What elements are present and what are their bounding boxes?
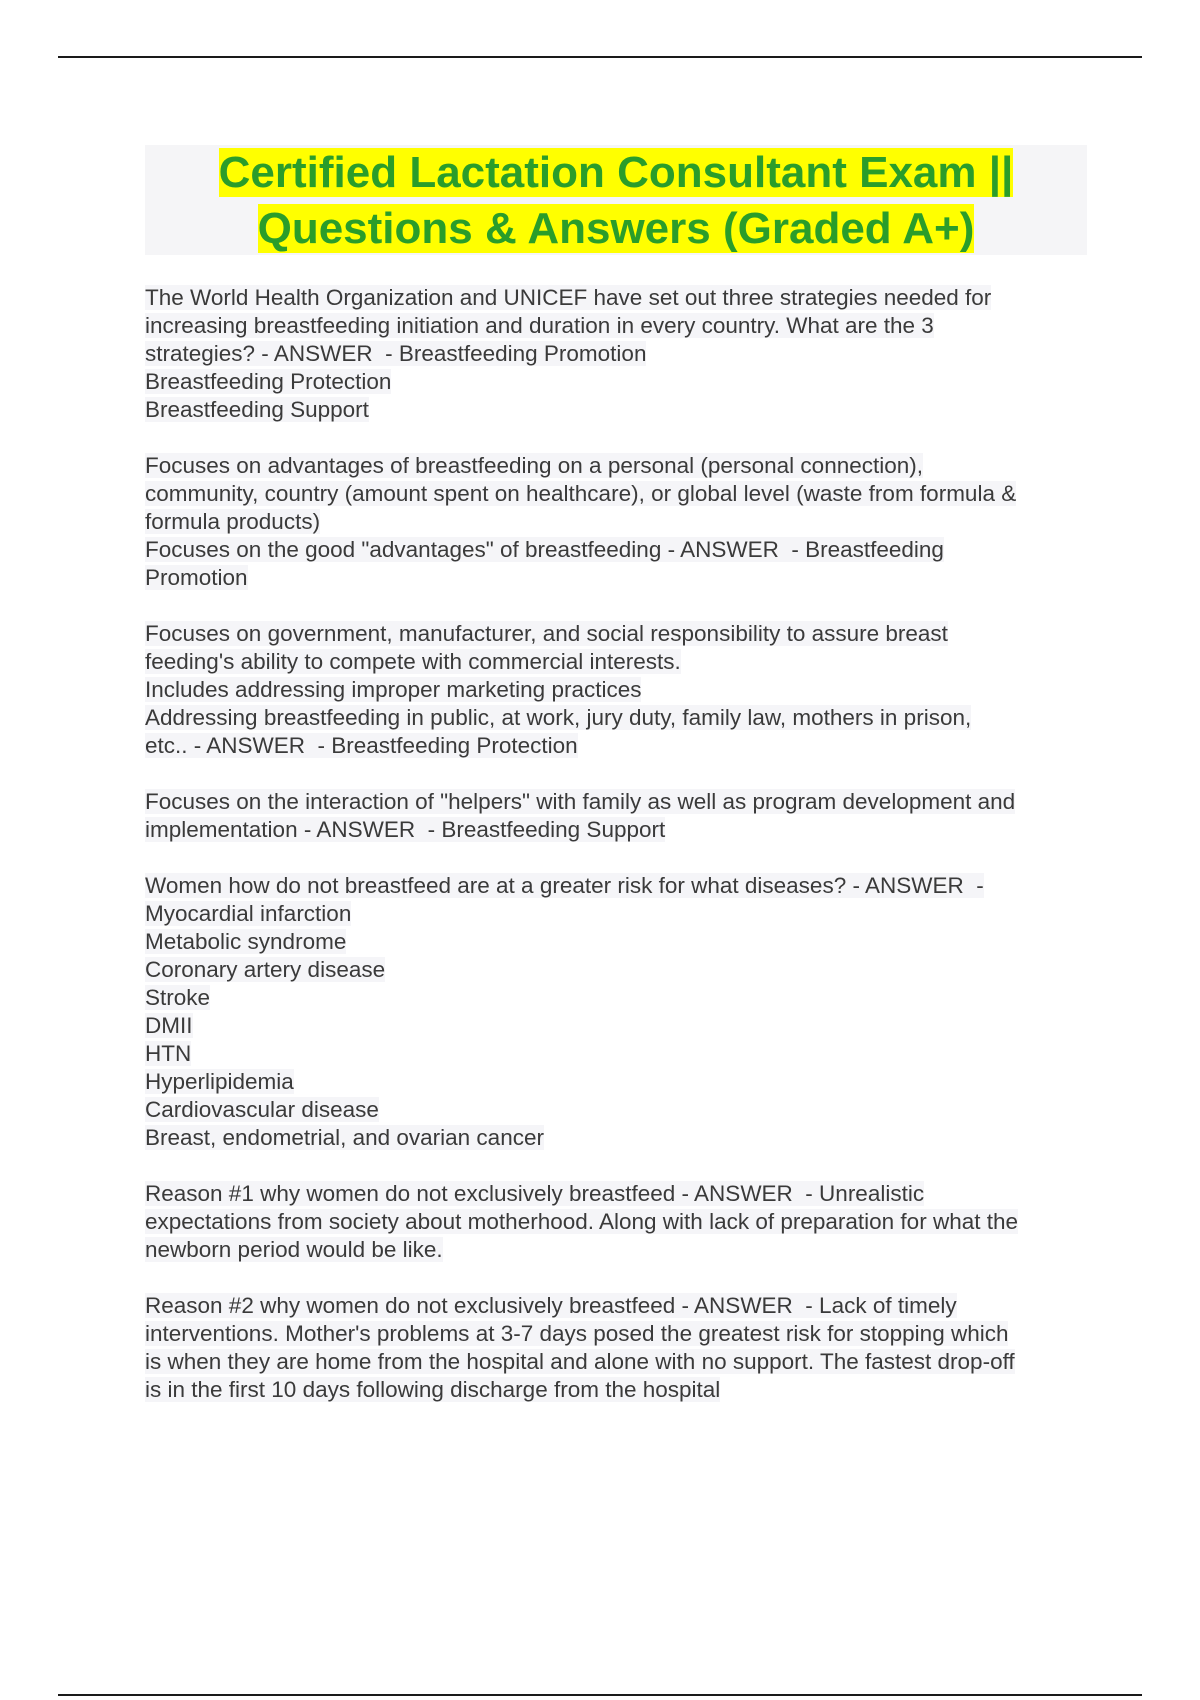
qa-line: increasing breastfeeding initiation and duration in every country. What are the 3 (145, 313, 934, 338)
title-line-2: Questions & Answers (Graded A+) (257, 204, 975, 253)
qa-block (145, 788, 1095, 844)
qa-line: Focuses on advantages of breastfeeding on a personal (personal connection), (145, 453, 924, 478)
qa-line: Cardiovascular disease (145, 1097, 379, 1122)
qa-line: Promotion (145, 565, 248, 590)
qa-line: etc.. - ANSWER - Breastfeeding Protection (145, 733, 578, 758)
qa-content (145, 284, 1095, 1432)
qa-line: Stroke (145, 985, 211, 1010)
qa-line: Reason #1 why women do not exclusively breastfeed - ANSWER - Unrealistic (145, 1181, 925, 1206)
qa-line: DMII (145, 1013, 193, 1038)
qa-line: formula products) (145, 509, 321, 534)
qa-line: newborn period would be like. (145, 1237, 443, 1262)
qa-line: Hyperlipidemia (145, 1069, 294, 1094)
qa-line: implementation - ANSWER - Breastfeeding Support (145, 817, 666, 842)
qa-line: Breastfeeding Protection (145, 369, 392, 394)
page-title (145, 145, 1087, 257)
top-rule (58, 56, 1142, 58)
qa-line: Focuses on the good "advantages" of breastfeeding - ANSWER - Breastfeeding (145, 537, 944, 562)
qa-block (145, 872, 1095, 1152)
qa-block (145, 1292, 1095, 1404)
qa-line: Focuses on government, manufacturer, and social responsibility to assure breast (145, 621, 948, 646)
qa-line: is when they are home from the hospital and alone with no support. The fastest drop-off (145, 1349, 1015, 1374)
qa-line: Myocardial infarction (145, 901, 352, 926)
qa-line: Women how do not breastfeed are at a greater risk for what diseases? - ANSWER - (145, 873, 984, 898)
qa-line: The World Health Organization and UNICEF have set out three strategies needed for (145, 285, 992, 310)
bottom-rule (58, 1694, 1142, 1696)
qa-line: HTN (145, 1041, 192, 1066)
qa-line: Focuses on the interaction of "helpers" with family as well as program development and (145, 789, 1016, 814)
qa-line: expectations from society about motherhood. Along with lack of preparation for what the (145, 1209, 1018, 1234)
qa-line: Reason #2 why women do not exclusively breastfeed - ANSWER - Lack of timely (145, 1293, 957, 1318)
qa-block (145, 284, 1095, 424)
qa-line: Breast, endometrial, and ovarian cancer (145, 1125, 544, 1150)
qa-line: community, country (amount spent on healthcare), or global level (waste from formula & (145, 481, 1017, 506)
qa-line: interventions. Mother's problems at 3-7 days posed the greatest risk for stopping which (145, 1321, 1009, 1346)
qa-line: Metabolic syndrome (145, 929, 347, 954)
qa-line: feeding's ability to compete with commercial interests. (145, 649, 681, 674)
qa-line: Coronary artery disease (145, 957, 386, 982)
qa-block (145, 452, 1095, 592)
qa-block (145, 620, 1095, 760)
title-line-1: Certified Lactation Consultant Exam || (218, 148, 1014, 197)
title-band (145, 145, 1087, 255)
qa-line: Includes addressing improper marketing practices (145, 677, 642, 702)
qa-line: is in the first 10 days following discharge from the hospital (145, 1377, 721, 1402)
qa-line: Breastfeeding Support (145, 397, 369, 422)
qa-line: Addressing breastfeeding in public, at work, jury duty, family law, mothers in prison, (145, 705, 972, 730)
qa-block (145, 1180, 1095, 1264)
qa-line: strategies? - ANSWER - Breastfeeding Promotion (145, 341, 647, 366)
